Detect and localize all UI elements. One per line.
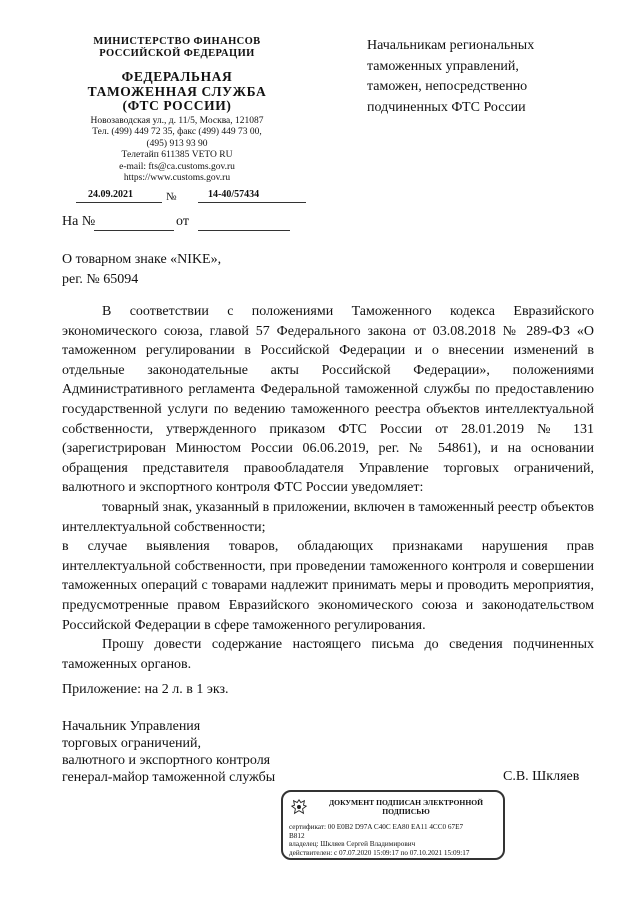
reference-number-line xyxy=(94,230,174,231)
eagle-emblem-icon xyxy=(290,798,308,816)
registration-row xyxy=(76,187,306,207)
stamp-details xyxy=(289,823,503,857)
registration-number: 14-40/57434 xyxy=(208,189,260,200)
stamp-title-line-1: ДОКУМЕНТ ПОДПИСАН ЭЛЕКТРОННОЙ xyxy=(328,798,484,807)
stamp-validity: действителен: с 07.07.2020 15:09:17 по 07.10.2021 15:09:17 xyxy=(289,848,470,857)
email-line: e-mail: fts@ca.customs.gov.ru xyxy=(119,161,235,172)
addressee-line-3: таможен, непосредственно xyxy=(367,79,528,94)
signer-title-line-2: торговых ограничений, xyxy=(62,736,202,751)
body-paragraph-1: В соответствии с положениями Таможенного кодекса Евразийского экономического союза, главой 57 Федерального закона от 03.08.2018 № 289-ФЗ «О таможенном регулировании в Российской Федерации и о внесении изменений в отдельные законодательные акты Российской Федерации», положениями Административного регламента Федеральной таможенной службы по предоставлению государственной услуги по ведению таможенного реестра объектов интеллектуальной собственности, утвержденного приказом ФТС России от 28.01.2019 № 131 (зарегистрирован Минюстом России 06.06.2019, рег. № 54861), и на основании обращения представителя правообладателя Управление торговых ограничений, валютного и экспортного контроля ФТС России уведомляет: xyxy=(62,304,594,496)
date-underline xyxy=(76,202,162,203)
number-underline xyxy=(198,202,306,203)
reference-from-label: от xyxy=(176,214,189,229)
subject-line-1: О товарном знаке «NIKE», xyxy=(62,252,222,267)
ministry-line-2: РОССИЙСКОЙ ФЕДЕРАЦИИ xyxy=(99,48,255,59)
addressee-line-2: таможенных управлений, xyxy=(367,58,519,74)
reference-row xyxy=(62,214,302,234)
electronic-signature-stamp xyxy=(281,790,505,860)
letter-body xyxy=(62,302,594,674)
agency-line-2: ТАМОЖЕННАЯ СЛУЖБА xyxy=(87,83,267,99)
body-paragraph-2: товарный знак, указанный в приложении, включен в таможенный реестр объектов интеллектуальной собственности; xyxy=(62,499,594,535)
ministry-line-1: МИНИСТЕРСТВО ФИНАНСОВ xyxy=(93,36,261,47)
address-line: Новозаводская ул., д. 11/5, Москва, 121087 xyxy=(90,116,264,126)
agency-line-1: ФЕДЕРАЛЬНАЯ xyxy=(121,69,233,84)
body-paragraph-3: в случае выявления товаров, обладающих признаками нарушения прав интеллектуальной собственности, при проведении таможенного контроля и совершении таможенных операций с товарами надлежит принимать меры и проводить мероприятия, предусмотренные правом Евразийского экономического союза и законодательством Российской Федерации в сфере таможенного регулирования. xyxy=(62,539,594,633)
addressee-line-4: подчиненных ФТС России xyxy=(367,99,526,115)
attachment-note: Приложение: на 2 л. в 1 экз. xyxy=(62,682,229,697)
addressee-line-1: Начальникам региональных xyxy=(367,38,535,53)
addressee-block xyxy=(367,36,617,118)
stamp-certificate: сертификат: 00 E0B2 D97A C40C EA80 EA11 4CC0 67E7 xyxy=(289,823,464,831)
subject-line-2: рег. № 65094 xyxy=(62,272,139,287)
stamp-certificate-cont: B812 xyxy=(289,831,305,840)
agency-contacts xyxy=(52,116,302,184)
signer-title-line-1: Начальник Управления xyxy=(62,719,201,734)
signer-name: С.В. Шкляев xyxy=(503,769,580,784)
stamp-title-line-2: ПОДПИСЬЮ xyxy=(382,806,430,816)
number-sign: № xyxy=(166,191,177,203)
signer-title-line-3: валютного и экспортного контроля xyxy=(62,753,271,768)
agency-name xyxy=(52,70,302,114)
signer-title-line-4: генерал-майор таможенной службы xyxy=(62,770,276,785)
telex-line: Телетайп 611385 VETO RU xyxy=(121,150,233,161)
phone-line: Тел. (499) 449 72 35, факс (499) 449 73 00, xyxy=(92,127,262,138)
signer-block xyxy=(62,718,275,786)
letter-subject xyxy=(62,250,221,290)
reference-date-line xyxy=(198,230,290,231)
reference-label: На № xyxy=(62,214,96,229)
phone-line-2: (495) 913 93 90 xyxy=(146,138,208,149)
body-paragraph-4: Прошу довести содержание настоящего письма до сведения подчиненных таможенных органов. xyxy=(62,637,594,672)
ministry-name xyxy=(52,36,302,60)
agency-line-3: (ФТС РОССИИ) xyxy=(122,98,232,113)
stamp-owner: владелец: Шкляев Сергей Владимирович xyxy=(289,840,416,849)
stamp-title xyxy=(313,799,499,816)
registration-date: 24.09.2021 xyxy=(88,189,133,200)
website-line: https://www.customs.gov.ru xyxy=(123,173,231,184)
